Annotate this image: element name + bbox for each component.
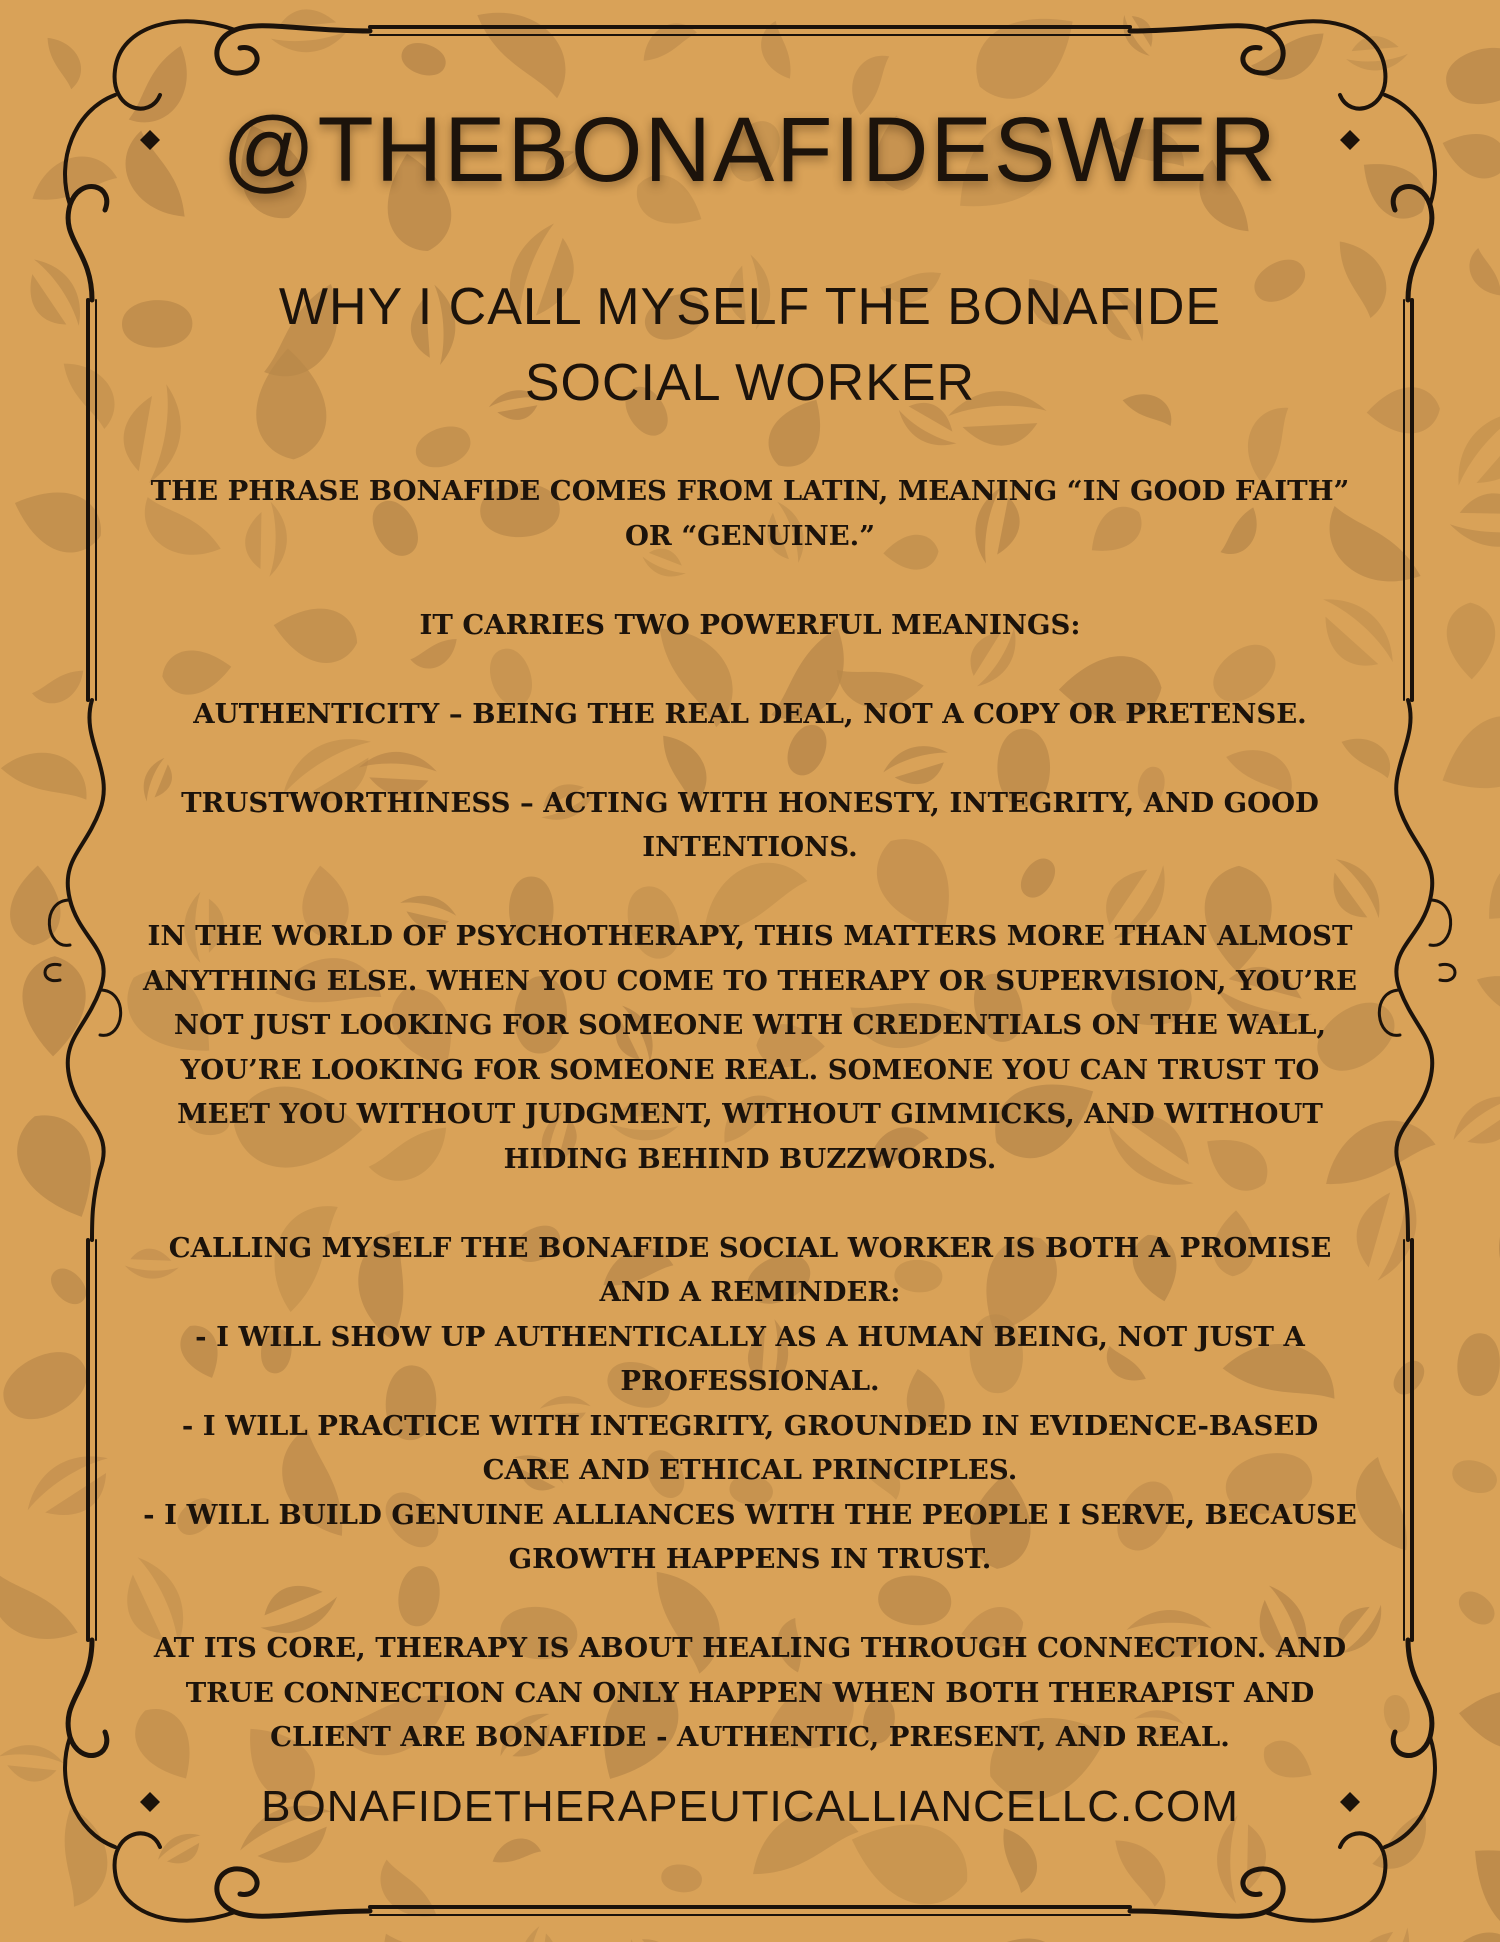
social-handle: @THEBONAFIDESWER [222,99,1278,201]
body-line: CARE AND ETHICAL PRINCIPLES. [482,1454,1018,1486]
body-text [140,469,1360,1760]
body-line: THE PHRASE BONAFIDE COMES FROM LATIN, MEANING “IN GOOD FAITH” [150,475,1350,507]
body-line: IN THE WORLD OF PSYCHOTHERAPY, THIS MATTERS MORE THAN ALMOST [147,920,1353,952]
flyer-content [140,95,1360,1760]
body-line: ANYTHING ELSE. WHEN YOU COME TO THERAPY OR SUPERVISION, YOU’RE [143,964,1357,997]
body-line: YOU’RE LOOKING FOR SOMEONE REAL. SOMEONE YOU CAN TRUST TO [180,1053,1320,1086]
body-line: INTENTIONS. [642,831,858,863]
page-subtitle: WHY I CALL MYSELF THE BONAFIDE SOCIAL WORKER [278,278,1222,412]
body-line: GROWTH HAPPENS IN TRUST. [508,1543,992,1575]
body-line: - I WILL BUILD GENUINE ALLIANCES WITH THE PEOPLE I SERVE, BECAUSE [143,1498,1357,1531]
body-line: IT CARRIES TWO POWERFUL MEANINGS: [419,608,1081,641]
body-line: AND A REMINDER: [599,1276,901,1308]
body-line: AUTHENTICITY – BEING THE REAL DEAL, NOT A COPY OR PRETENSE. [193,697,1307,730]
body-line: - I WILL PRACTICE WITH INTEGRITY, GROUNDED IN EVIDENCE-BASED [181,1409,1319,1442]
body-line: HIDING BEHIND BUZZWORDS. [503,1142,997,1175]
body-line: CALLING MYSELF THE BONAFIDE SOCIAL WORKER IS BOTH A PROMISE [168,1231,1332,1264]
body-line: CLIENT ARE BONAFIDE - AUTHENTIC, PRESENT, AND REAL. [270,1721,1230,1753]
body-line: NOT JUST LOOKING FOR SOMEONE WITH CREDENTIALS ON THE WALL, [173,1009,1327,1041]
body-line: MEET YOU WITHOUT JUDGMENT, WITHOUT GIMMICKS, AND WITHOUT [177,1098,1323,1130]
body-line: AT ITS CORE, THERAPY IS ABOUT HEALING THROUGH CONNECTION. AND [153,1632,1347,1664]
body-line: OR “GENUINE.” [624,519,876,552]
body-line: TRUE CONNECTION CAN ONLY HAPPEN WHEN BOTH THERAPIST AND [185,1676,1315,1709]
body-line: TRUSTWORTHINESS – ACTING WITH HONESTY, INTEGRITY, AND GOOD [181,786,1319,819]
body-line: PROFESSIONAL. [620,1365,880,1397]
website-url: BONAFIDETHERAPEUTICALLIANCELLC.COM [261,1782,1239,1831]
body-line: - I WILL SHOW UP AUTHENTICALLY AS A HUMAN BEING, NOT JUST A [195,1320,1305,1353]
